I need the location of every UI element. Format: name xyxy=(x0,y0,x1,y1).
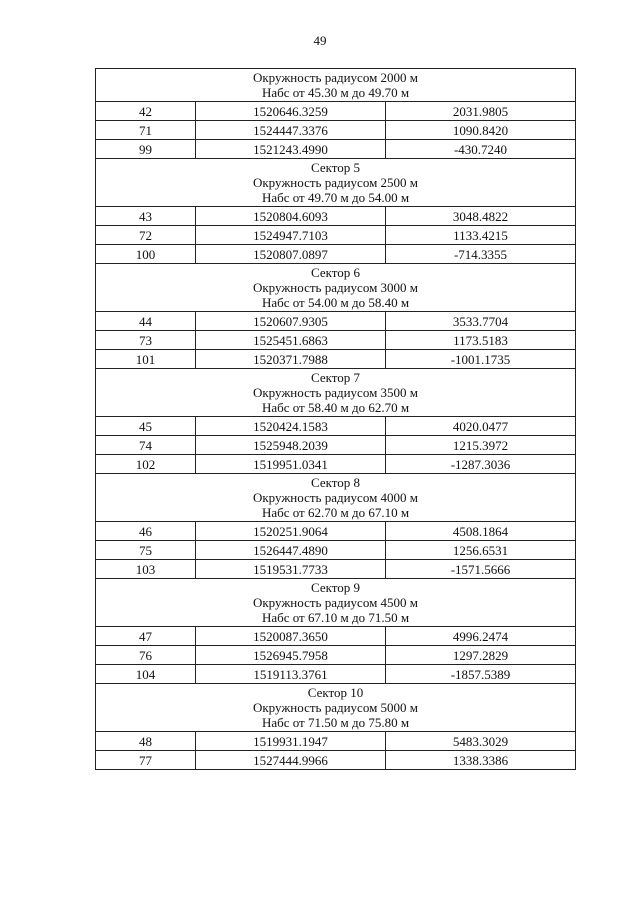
point-number-cell: 75 xyxy=(96,541,196,560)
table-row xyxy=(96,646,576,665)
point-number-cell: 99 xyxy=(96,140,196,159)
y-coordinate-cell: 1256.6531 xyxy=(386,541,576,560)
y-coordinate-cell: 4508.1864 xyxy=(386,522,576,541)
section-header-line: Окружность радиусом 5000 м xyxy=(252,700,419,715)
section-header-line: Сектор 8 xyxy=(310,475,360,490)
table-row xyxy=(96,226,576,245)
section-header xyxy=(96,69,576,102)
section-header-line: Окружность радиусом 4500 м xyxy=(252,595,419,610)
y-coordinate-cell: -1857.5389 xyxy=(386,665,576,684)
section-header-line: Окружность радиусом 2500 м xyxy=(252,175,419,190)
y-coordinate-cell: 4996.2474 xyxy=(386,627,576,646)
table-row xyxy=(96,102,576,121)
x-coordinate-cell: 1525948.2039 xyxy=(196,436,386,455)
x-coordinate-cell: 1520646.3259 xyxy=(196,102,386,121)
point-number-cell: 77 xyxy=(96,751,196,770)
y-coordinate-cell: 1215.3972 xyxy=(386,436,576,455)
point-number-cell: 47 xyxy=(96,627,196,646)
x-coordinate-cell: 1519113.3761 xyxy=(196,665,386,684)
point-number-cell: 48 xyxy=(96,732,196,751)
y-coordinate-cell: 1090.8420 xyxy=(386,121,576,140)
y-coordinate-cell: 4020.0477 xyxy=(386,417,576,436)
page-number: 49 xyxy=(313,33,327,48)
table-row xyxy=(96,140,576,159)
section-header-line: Набс от 71.50 м до 75.80 м xyxy=(261,715,410,730)
x-coordinate-cell: 1520371.7988 xyxy=(196,350,386,369)
table-row xyxy=(96,331,576,350)
y-coordinate-cell: -430.7240 xyxy=(386,140,576,159)
section-header-line: Сектор 9 xyxy=(310,580,360,595)
y-coordinate-cell: -1571.5666 xyxy=(386,560,576,579)
section-header xyxy=(96,684,576,732)
x-coordinate-cell: 1519951.0341 xyxy=(196,455,386,474)
y-coordinate-cell: -1287.3036 xyxy=(386,455,576,474)
section-header xyxy=(96,264,576,312)
y-coordinate-cell: 1173.5183 xyxy=(386,331,576,350)
table-row xyxy=(96,121,576,140)
point-number-cell: 101 xyxy=(96,350,196,369)
point-number-cell: 71 xyxy=(96,121,196,140)
table-row xyxy=(96,245,576,264)
x-coordinate-cell: 1520804.6093 xyxy=(196,207,386,226)
section-header-line: Набс от 58.40 м до 62.70 м xyxy=(261,400,410,415)
x-coordinate-cell: 1519531.7733 xyxy=(196,560,386,579)
table-row xyxy=(96,455,576,474)
table-row xyxy=(96,560,576,579)
table-row xyxy=(96,522,576,541)
table-row xyxy=(96,417,576,436)
section-header-line: Сектор 5 xyxy=(310,160,360,175)
y-coordinate-cell: 2031.9805 xyxy=(386,102,576,121)
table-row xyxy=(96,436,576,455)
point-number-cell: 72 xyxy=(96,226,196,245)
y-coordinate-cell: 1338.3386 xyxy=(386,751,576,770)
point-number-cell: 104 xyxy=(96,665,196,684)
y-coordinate-cell: 3533.7704 xyxy=(386,312,576,331)
coordinates-table xyxy=(95,68,576,770)
x-coordinate-cell: 1520087.3650 xyxy=(196,627,386,646)
table-row xyxy=(96,665,576,684)
table-row xyxy=(96,732,576,751)
y-coordinate-cell: -714.3355 xyxy=(386,245,576,264)
section-header-row xyxy=(96,579,576,627)
point-number-cell: 43 xyxy=(96,207,196,226)
point-number-cell: 100 xyxy=(96,245,196,264)
section-header xyxy=(96,579,576,627)
section-header-line: Набс от 67.10 м до 71.50 м xyxy=(261,610,410,625)
point-number-cell: 44 xyxy=(96,312,196,331)
section-header-line: Окружность радиусом 2000 м xyxy=(252,70,419,85)
x-coordinate-cell: 1520607.9305 xyxy=(196,312,386,331)
x-coordinate-cell: 1525451.6863 xyxy=(196,331,386,350)
section-header-line: Набс от 49.70 м до 54.00 м xyxy=(261,190,410,205)
point-number-cell: 103 xyxy=(96,560,196,579)
section-header-row xyxy=(96,684,576,732)
x-coordinate-cell: 1520424.1583 xyxy=(196,417,386,436)
x-coordinate-cell: 1519931.1947 xyxy=(196,732,386,751)
section-header-line: Окружность радиусом 4000 м xyxy=(252,490,419,505)
x-coordinate-cell: 1524947.7103 xyxy=(196,226,386,245)
section-header-line: Сектор 7 xyxy=(310,370,360,385)
table-row xyxy=(96,312,576,331)
x-coordinate-cell: 1521243.4990 xyxy=(196,140,386,159)
table-row xyxy=(96,627,576,646)
section-header-line: Сектор 10 xyxy=(307,685,364,700)
point-number-cell: 74 xyxy=(96,436,196,455)
section-header-row xyxy=(96,264,576,312)
section-header-line: Набс от 45.30 м до 49.70 м xyxy=(261,85,410,100)
y-coordinate-cell: 1297.2829 xyxy=(386,646,576,665)
table-row xyxy=(96,541,576,560)
point-number-cell: 42 xyxy=(96,102,196,121)
section-header-line: Набс от 62.70 м до 67.10 м xyxy=(261,505,410,520)
y-coordinate-cell: 5483.3029 xyxy=(386,732,576,751)
table-row xyxy=(96,207,576,226)
point-number-cell: 46 xyxy=(96,522,196,541)
section-header-row xyxy=(96,474,576,522)
point-number-cell: 73 xyxy=(96,331,196,350)
section-header-row xyxy=(96,369,576,417)
section-header-row xyxy=(96,69,576,102)
section-header xyxy=(96,474,576,522)
y-coordinate-cell: 3048.4822 xyxy=(386,207,576,226)
section-header xyxy=(96,159,576,207)
x-coordinate-cell: 1520807.0897 xyxy=(196,245,386,264)
point-number-cell: 45 xyxy=(96,417,196,436)
section-header-line: Окружность радиусом 3000 м xyxy=(252,280,419,295)
x-coordinate-cell: 1524447.3376 xyxy=(196,121,386,140)
section-header-line: Сектор 6 xyxy=(310,265,360,280)
section-header-line: Набс от 54.00 м до 58.40 м xyxy=(261,295,410,310)
section-header-row xyxy=(96,159,576,207)
y-coordinate-cell: 1133.4215 xyxy=(386,226,576,245)
section-header xyxy=(96,369,576,417)
y-coordinate-cell: -1001.1735 xyxy=(386,350,576,369)
x-coordinate-cell: 1520251.9064 xyxy=(196,522,386,541)
point-number-cell: 102 xyxy=(96,455,196,474)
table-row xyxy=(96,350,576,369)
x-coordinate-cell: 1526945.7958 xyxy=(196,646,386,665)
section-header-line: Окружность радиусом 3500 м xyxy=(252,385,419,400)
table-row xyxy=(96,751,576,770)
x-coordinate-cell: 1526447.4890 xyxy=(196,541,386,560)
point-number-cell: 76 xyxy=(96,646,196,665)
x-coordinate-cell: 1527444.9966 xyxy=(196,751,386,770)
table-body xyxy=(96,69,576,770)
